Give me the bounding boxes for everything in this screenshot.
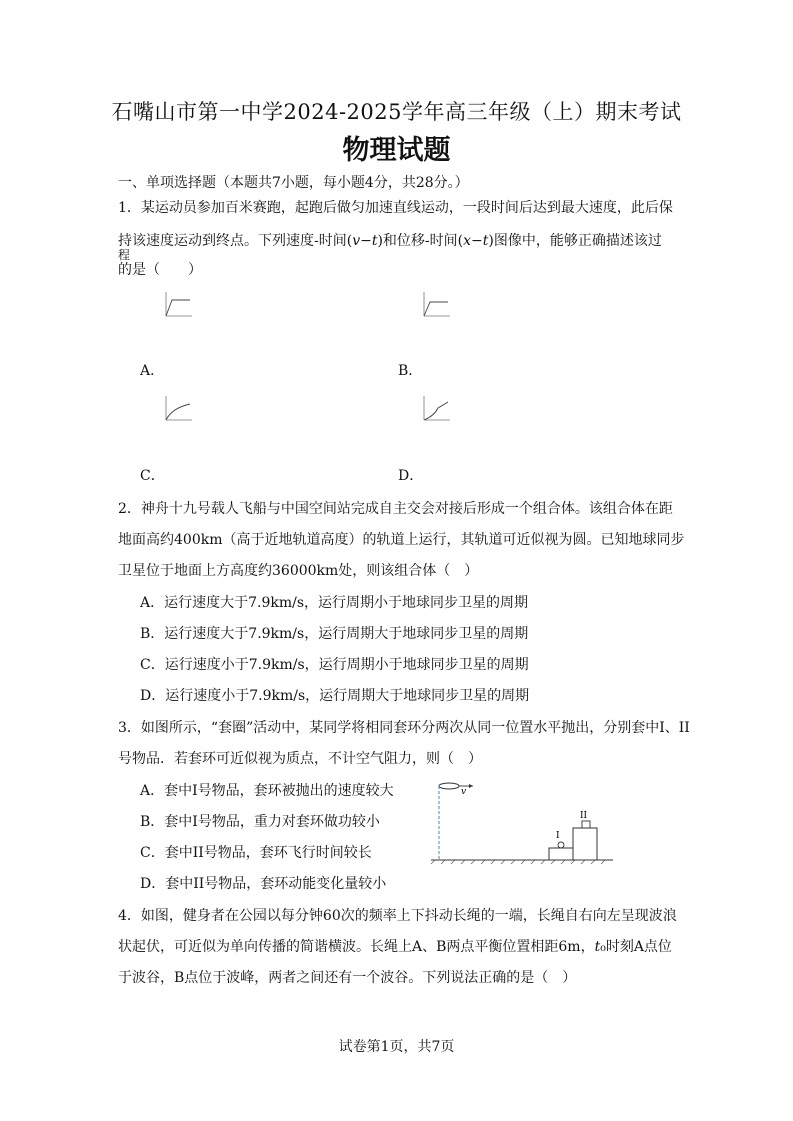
q2-option-c[interactable]: C．运行速度小于7.9km/s，运行周期小于地球同步卫星的周期 — [140, 657, 529, 673]
q1-line2-wrap: 程 — [118, 248, 131, 262]
graph-b-icon — [418, 290, 452, 320]
q1-option-c[interactable]: C． — [140, 468, 165, 484]
q1-option-b[interactable]: B． — [398, 363, 423, 379]
q2-option-d[interactable]: D．运行速度小于7.9km/s，运行周期大于地球同步卫星的周期 — [140, 688, 530, 704]
item-I-label: I — [556, 831, 560, 841]
graph-d-icon — [418, 394, 452, 424]
subject-title: 物理试题 — [342, 135, 451, 166]
q1-line3: 的是（ ） — [118, 262, 202, 278]
q3-option-a[interactable]: A．套中I号物品，套环被抛出的速度较大 — [140, 783, 394, 799]
page-footer: 试卷第1页，共7页 — [338, 1039, 455, 1055]
q2-option-a[interactable]: A．运行速度大于7.9km/s，运行周期小于地球同步卫星的周期 — [140, 595, 529, 611]
exam-title: 石嘴山市第一中学2024-2025学年高三年级（上）期末考试 — [111, 100, 682, 124]
q2-line2: 地面高约400km（高于近地轨道高度）的轨道上运行，其轨道可近似视为圆。已知地球同步 — [118, 532, 685, 548]
q3-option-d[interactable]: D．套中II号物品，套环动能变化量较小 — [140, 876, 387, 892]
q1-option-d[interactable]: D． — [398, 468, 424, 484]
q4-line3: 于波谷，B点位于波峰，两者之间还有一个波谷。下列说法正确的是（ ） — [118, 970, 577, 986]
q2-line3: 卫星位于地面上方高度约36000km处，则该组合体（ ） — [118, 563, 479, 579]
q4-line2: 状起伏，可近似为单向传播的简谐横波。长绳上A、B两点平衡位置相距6m，𝑡₀时刻A点位 — [118, 939, 672, 955]
item-II-label: II — [580, 811, 588, 821]
q3-line2: 号物品．若套环可近似视为质点，不计空气阻力，则（ ） — [118, 751, 482, 767]
section-heading: 一、单项选择题（本题共7小题，每小题4分，共28分。） — [118, 175, 469, 191]
q1-option-a[interactable]: A． — [140, 363, 165, 379]
ring-toss-figure — [425, 772, 615, 868]
q3-option-b[interactable]: B．套中I号物品，重力对套环做功较小 — [140, 814, 380, 830]
velocity-label: v — [461, 787, 467, 797]
graph-a-icon — [160, 290, 194, 320]
q1-line2: 持该速度运动到终点。下列速度-时间(𝑣−𝑡)和位移-时间(𝑥−𝑡)图像中，能够正确描述该过 — [118, 233, 662, 249]
graph-c-icon — [160, 394, 194, 424]
q2-line1: 2．神舟十九号载人飞船与中国空间站完成自主交会对接后形成一个组合体。该组合体在距 — [118, 501, 673, 517]
q3-option-c[interactable]: C．套中II号物品，套环飞行时间较长 — [140, 845, 372, 861]
q1-line1: 1．某运动员参加百米赛跑，起跑后做匀加速直线运动，一段时间后达到最大速度，此后保 — [118, 200, 673, 216]
q2-option-b[interactable]: B．运行速度大于7.9km/s，运行周期大于地球同步卫星的周期 — [140, 626, 529, 642]
q4-line1: 4．如图，健身者在公园以每分钟60次的频率上下抖动长绳的一端，长绳自右向左呈现波浪 — [118, 908, 677, 924]
q3-line1: 3．如图所示，“套圈”活动中，某同学将相同套环分两次从同一位置水平抛出，分别套中I、II — [118, 720, 690, 736]
